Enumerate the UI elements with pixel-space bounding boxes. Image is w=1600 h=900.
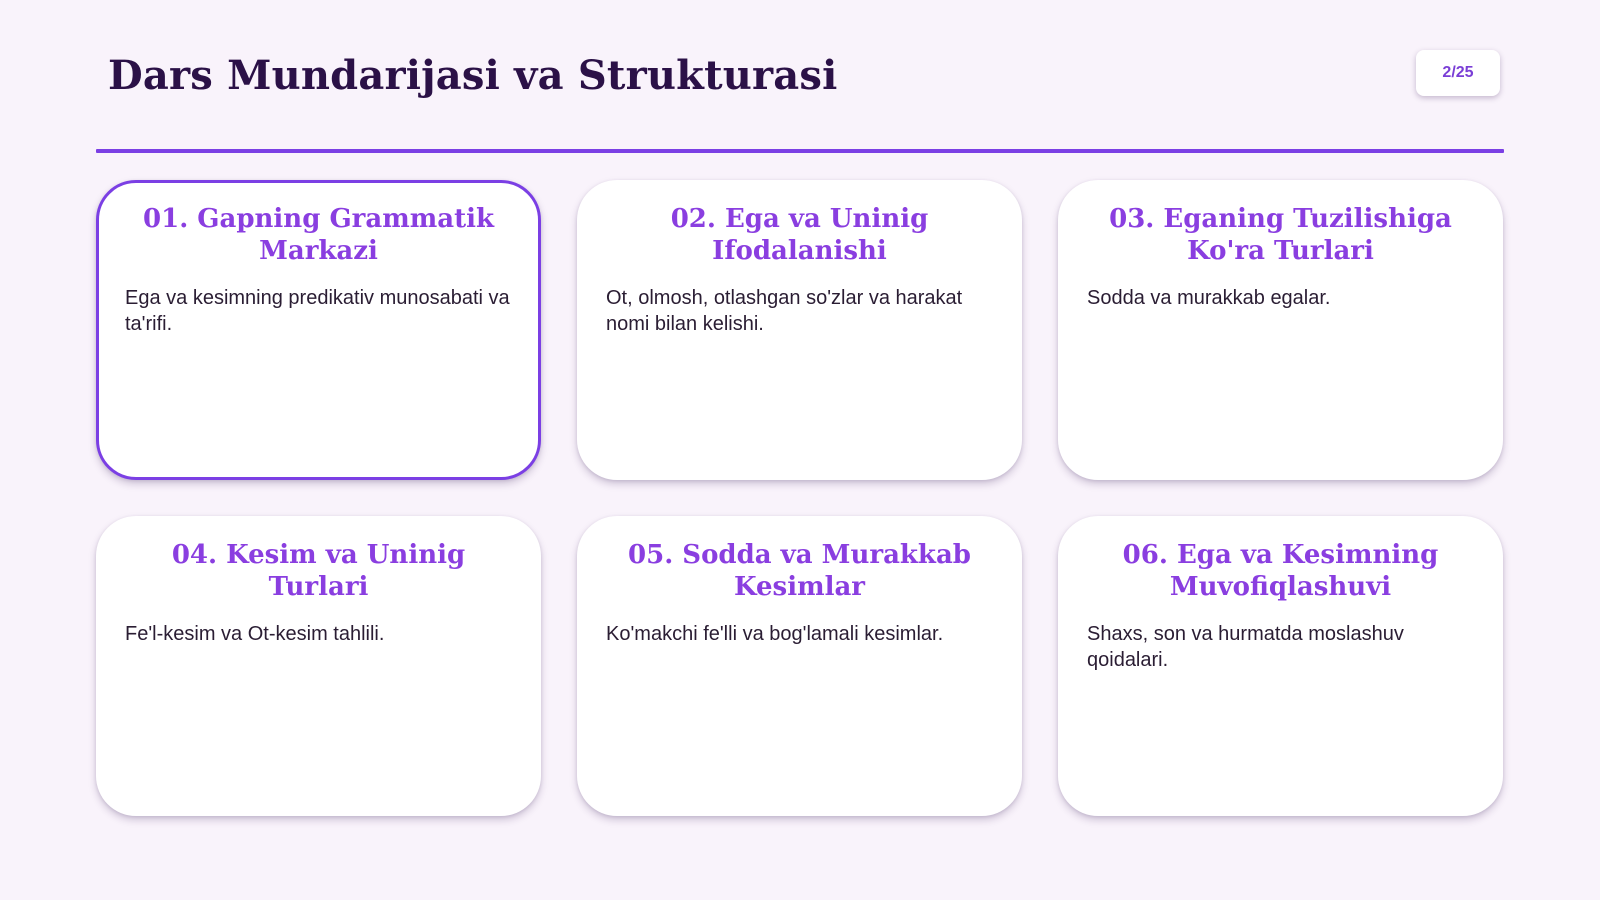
topic-card-description: Ko'makchi fe'lli va bog'lamali kesimlar. (606, 623, 944, 645)
topic-card-title: 04. Kesim va Uninig Turlari (171, 540, 466, 602)
title-divider (96, 149, 1504, 153)
topic-card-05[interactable] (577, 516, 1022, 816)
topic-card-title: 05. Sodda va Murakkab Kesimlar (628, 540, 971, 602)
topic-card-title: 01. Gapning Grammatik Markazi (143, 204, 494, 266)
topic-card-02[interactable] (577, 180, 1022, 480)
slide-title: Dars Mundarijasi va Strukturasi (108, 52, 838, 99)
topic-card-03[interactable] (1058, 180, 1503, 480)
topic-card-title: 06. Ega va Kesimning Muvofiqlashuvi (1122, 540, 1439, 602)
topic-card-grid (96, 180, 1504, 816)
page-indicator-badge: 2/25 (1416, 50, 1500, 96)
topic-card-description: Ot, olmosh, otlashgan so'zlar va harakat nomi bilan kelishi. (606, 287, 963, 335)
topic-card-description: Sodda va murakkab egalar. (1087, 287, 1331, 309)
topic-card-01[interactable] (96, 180, 541, 480)
topic-card-title: 03. Eganing Tuzilishiga Ko'ra Turlari (1109, 204, 1452, 266)
topic-card-description: Ega va kesimning predikativ munosabati va ta'rifi. (125, 287, 510, 335)
topic-card-title: 02. Ega va Uninig Ifodalanishi (670, 204, 929, 266)
topic-card-description: Fe'l-kesim va Ot-kesim tahlili. (125, 623, 385, 645)
topic-card-04[interactable] (96, 516, 541, 816)
topic-card-06[interactable] (1058, 516, 1503, 816)
topic-card-description: Shaxs, son va hurmatda moslashuv qoidalari. (1087, 623, 1404, 671)
